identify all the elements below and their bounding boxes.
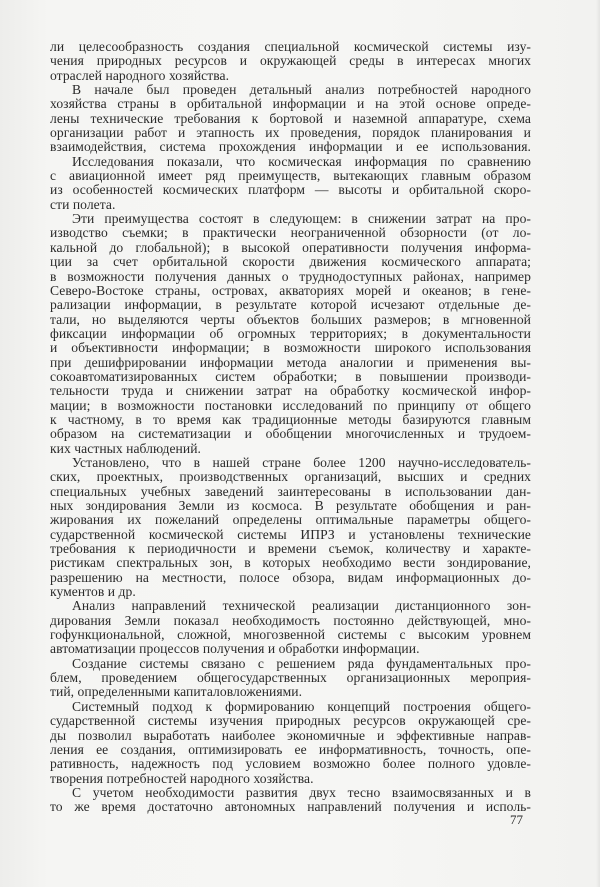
- text-line: мации; в возможности постановки исследований по принципу от общего: [50, 397, 531, 413]
- text-line: разрешению на местности, полосе обзора, видам информационных до-: [50, 569, 531, 585]
- paragraph-3: [50, 155, 531, 212]
- text-line: требования к периодичности и времени съемок, количеству и характе-: [50, 541, 531, 557]
- paragraph-2: [50, 83, 531, 155]
- text-line: отраслей народного хозяйства.: [50, 67, 230, 83]
- text-line: ких частных наблюдений.: [50, 440, 201, 456]
- text-line: гофункциональной, сложной, многозвенной системы с высоким уровнем: [50, 627, 531, 643]
- text-line: лены технические требования к бортовой и наземной аппаратуре, схема: [50, 110, 531, 126]
- text-line: фиксации информации об огромных территориях; в документальности: [50, 325, 531, 341]
- text-line: В начале был проведен детальный анализ потребностей народного: [72, 82, 531, 98]
- text-line: Северо-Востоке страны, островах, акваториях морей и океанов; в гене-: [50, 282, 531, 298]
- text-line: взаимодействия, система прохождения информации и ее использования.: [50, 139, 531, 155]
- paragraph-4: [50, 212, 531, 456]
- text-line: С учетом необходимости развития двух тесно взаимосвязанных и в: [72, 784, 531, 800]
- text-line: к частному, в то время как традиционные методы базируются главным: [50, 411, 531, 427]
- text-line: ных зондирования Земли из космоса. В результате обобщения и ран-: [50, 498, 531, 513]
- text-line: ции за счет орбитальной скорости движения космического аппарата;: [50, 254, 531, 270]
- text-line: с авиационной имеет ряд преимуществ, вытекающих главным образом: [50, 168, 531, 184]
- text-line: Установлено, что в нашей стране более 1200 научно-исследователь-: [72, 454, 531, 470]
- text-line: автоматизации процессов получения и обработки информации.: [50, 641, 420, 657]
- page-number: 77: [510, 812, 523, 827]
- text-line: изводство съемки; в практически неограниченной обзорности (от ло-: [50, 225, 531, 241]
- text-line: сударственной космической системы ИПРЗ и установлены технические: [50, 526, 531, 542]
- text-line: Эти преимущества состоят в следующем: в снижении затрат на про-: [72, 211, 531, 227]
- text-line: блем, проведением общегосударственных организационных мероприя-: [50, 670, 531, 686]
- text-line: Создание системы связано с решением ряда фундаментальных про-: [72, 655, 531, 671]
- text-line: кументов и др.: [50, 584, 136, 600]
- text-line: тий, определенными капиталовложениями.: [50, 684, 303, 700]
- paragraph-5: [50, 456, 531, 599]
- text-line: кальной до глобальной); в высокой оперативности получения информа-: [50, 239, 531, 255]
- text-line: ративность, надежность под условием возможно более полного удовле-: [50, 756, 531, 772]
- text-line: из особенностей космических платформ — высоты и орбитальной скоро-: [50, 182, 531, 198]
- text-line: ды позволил выработать наиболее экономичные и эффективные направ-: [50, 727, 531, 743]
- text-line: в возможности получения данных о труднодоступных районах, например: [50, 268, 531, 284]
- text-line: рализации информации, в результате которой исчезают отдельные де-: [50, 297, 531, 313]
- text-line: Системный подход к формированию концепций построения общего-: [72, 698, 531, 714]
- text-line: сударственной системы изучения природных ресурсов окружающей сре-: [50, 713, 531, 729]
- text-line: при дешифрировании информации метода аналогии и применения вы-: [50, 354, 531, 370]
- text-line: Исследования показали, что космическая информация по сравнению: [72, 153, 531, 169]
- text-line: дирования Земли показал необходимость постоянно действующей, мно-: [50, 612, 531, 628]
- text-line: организации работ и этапность их проведения, порядок планирования и: [50, 125, 531, 141]
- text-line: Анализ направлений технической реализации дистанционного зон-: [72, 598, 531, 614]
- text-line: то же время достаточно автономных направлений получения и исполь-: [50, 799, 531, 815]
- text-line: хозяйства страны в орбитальной информации и на этой основе опреде-: [50, 96, 531, 112]
- text-line: ления ее создания, оптимизировать ее информативность, точность, опе-: [50, 741, 531, 757]
- paragraph-6: [50, 599, 531, 656]
- text-line: сти полета.: [50, 196, 116, 212]
- paragraph-1: [50, 40, 531, 83]
- document-page: [50, 40, 531, 815]
- text-line: сокоавтоматизированных систем обработки; в повышении производи-: [50, 368, 531, 384]
- text-line: тали, но выделяются черты объектов больших размеров; в мгновенной: [50, 311, 531, 327]
- text-line: специальных учебных заведений заинтересованы в использовании дан-: [50, 483, 531, 499]
- text-line: чения природных ресурсов и окружающей среды в интересах многих: [50, 53, 531, 69]
- text-line: творения потребностей народного хозяйства.: [50, 770, 314, 786]
- paragraph-8: [50, 700, 531, 786]
- text-line: образом на систематизации и обобщении многочисленных и трудоем-: [50, 426, 531, 442]
- page-edge-shadow: [596, 0, 600, 887]
- paragraph-7: [50, 657, 531, 700]
- text-line: ристикам спектральных зон, в которых необходимо вести зондирование,: [50, 555, 531, 571]
- text-line: и объективности информации; в возможности широкого использования: [50, 340, 531, 356]
- text-line: ских, проектных, производственных организаций, высших и средних: [50, 469, 531, 485]
- text-line: ли целесообразность создания специальной космической системы изу-: [50, 39, 531, 54]
- text-line: жирования их пожеланий определены оптимальные параметры общего-: [50, 512, 531, 528]
- paragraph-9: [50, 786, 531, 815]
- text-line: тельности труда и снижении затрат на обработку космической инфор-: [50, 383, 531, 399]
